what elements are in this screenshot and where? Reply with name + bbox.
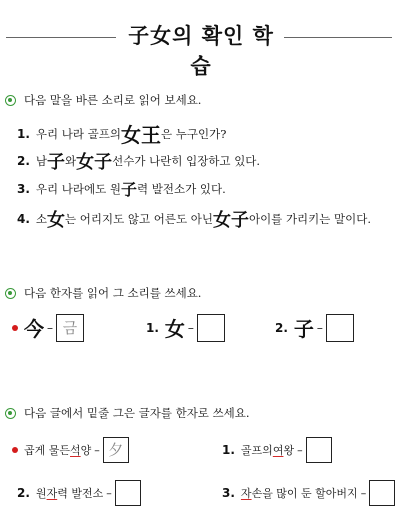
item-text: 골프의: [240, 444, 273, 457]
dash: –: [187, 320, 194, 335]
item-text: 는 어리지도 않고 어른도 아닌: [65, 212, 213, 226]
item-number: 2.: [275, 320, 288, 335]
item-text: 은 누구인가?: [161, 126, 227, 141]
s3-question-2: [17, 480, 141, 506]
item-text: 아이를 가리키는 말이다.: [248, 212, 372, 226]
underlined-char: 여: [272, 444, 284, 457]
hanja-word: 子: [47, 152, 66, 173]
underlined-char: 자: [46, 487, 58, 500]
s2-example: [12, 313, 84, 342]
section3-instruction: 다음 글에서 밑줄 그은 글자를 한자로 쓰세요.: [24, 406, 250, 420]
page-title: 子女의 확인 학습: [128, 23, 274, 78]
dash: –: [47, 320, 53, 335]
answer-box-1[interactable]: [306, 437, 332, 463]
s1-item-1: [17, 119, 226, 148]
item-text: 우리 나라에도 원: [35, 181, 121, 196]
section1-heading: [5, 92, 201, 108]
item-text: 남: [35, 154, 48, 168]
s1-item-4: [17, 206, 371, 232]
item-text: 원: [35, 487, 47, 500]
answer-box-example: 금: [56, 314, 84, 342]
section3-heading: [5, 405, 250, 421]
red-dot-bullet-icon: [12, 325, 18, 331]
dash: –: [106, 486, 112, 500]
section1-instruction: 다음 말을 바른 소리로 읽어 보세요.: [24, 93, 202, 107]
item-text: 왕: [283, 444, 295, 457]
s1-item-2: [17, 148, 260, 174]
item-number: 1.: [222, 443, 235, 457]
underlined-char: 자: [240, 487, 252, 500]
hanja-char: 今: [24, 317, 44, 341]
answer-box-3[interactable]: [369, 480, 395, 506]
item-number: 2.: [17, 154, 30, 168]
item-number: 4.: [17, 212, 30, 226]
item-text: 양: [80, 444, 92, 457]
dash: –: [316, 320, 323, 335]
answer-box-1[interactable]: [197, 314, 225, 342]
item-text: 소: [35, 212, 48, 226]
hanja-word: 女子: [212, 210, 249, 231]
item-number: 1.: [146, 320, 159, 335]
green-circle-bullet-icon: [5, 288, 16, 299]
red-dot-bullet-icon: [12, 447, 18, 453]
item-number: 2.: [17, 486, 30, 500]
item-text: 곱게 물든: [24, 444, 71, 457]
hanja-word: 女: [47, 210, 66, 231]
item-text: 우리 나라 골프의: [35, 126, 121, 141]
title-rule-left: [6, 37, 116, 38]
s2-question-1: [146, 313, 225, 342]
s3-example: [12, 437, 129, 463]
answer-box-2[interactable]: [326, 314, 354, 342]
s2-question-2: [275, 313, 354, 342]
hanja-char: 子: [293, 317, 314, 341]
s1-item-3: [17, 177, 226, 200]
item-number: 3.: [17, 181, 30, 196]
s3-question-1: [222, 437, 332, 463]
dash: –: [297, 443, 303, 457]
title-rule-right: [284, 37, 392, 38]
answer-box-example: 夕: [103, 437, 129, 463]
s3-question-3: [222, 480, 395, 506]
green-circle-bullet-icon: [5, 408, 16, 419]
dash: –: [360, 486, 367, 500]
hanja-word: 子: [121, 180, 138, 199]
item-number: 1.: [17, 126, 30, 141]
hanja-word: 女王: [121, 123, 161, 147]
section2-instruction: 다음 한자를 읽어 그 소리를 쓰세요.: [24, 286, 202, 300]
item-text: 력 발전소: [57, 487, 104, 500]
answer-box-2[interactable]: [115, 480, 141, 506]
underlined-char: 석: [70, 444, 81, 457]
item-text: 력 발전소가 있다.: [137, 181, 226, 196]
item-text: 와: [65, 154, 77, 168]
title-bar: [0, 20, 400, 78]
item-text: 손을 많이 둔 할아버지: [251, 487, 358, 500]
hanja-char: 女: [164, 317, 185, 341]
green-circle-bullet-icon: [5, 95, 16, 106]
hanja-word: 女子: [76, 152, 113, 173]
item-text: 선수가 나란히 입장하고 있다.: [112, 154, 261, 168]
dash: –: [94, 443, 100, 457]
section2-heading: [5, 285, 201, 301]
item-number: 3.: [222, 486, 235, 500]
